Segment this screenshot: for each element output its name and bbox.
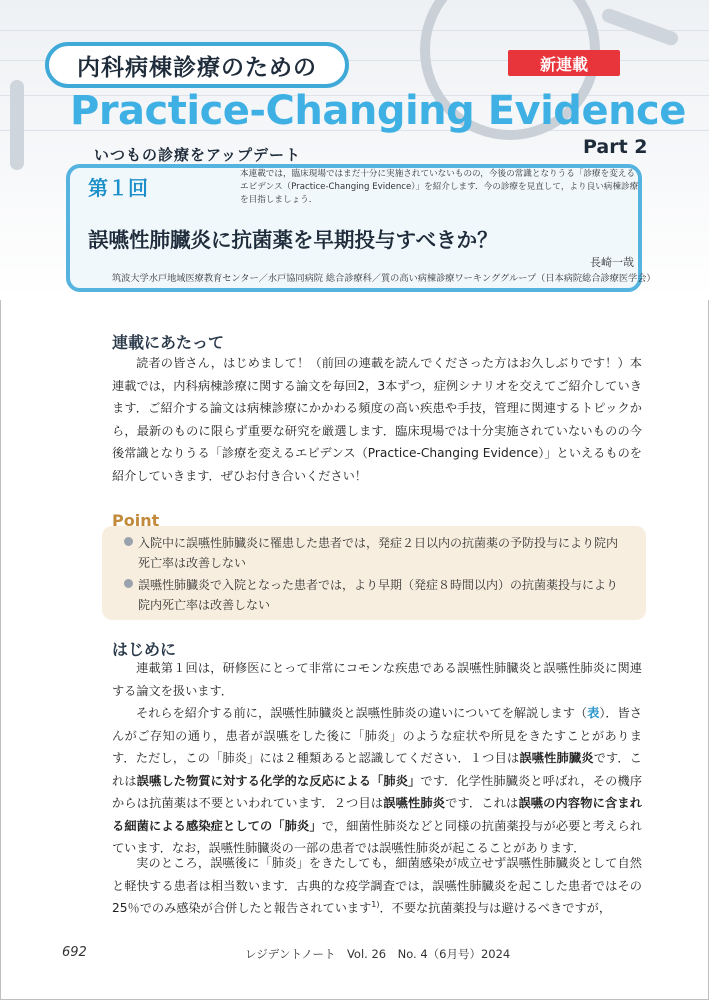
author-affiliation: 筑波大学水戸地域医療教育センター／水戸協同病院 総合診療科／質の高い病棟診療ワーキンググループ（日本病院総合診療医学会） — [112, 273, 656, 284]
body-paragraph-3: 実のところ，誤嚥後に「肺炎」をきたしても，細菌感染が成立せず誤嚥性肺臓炎として自然と軽快する患者は相当数います．古典的な疫学調査では，誤嚥性肺臓炎を起こした患者ではその25％でのみ感染が合併したと報告されています$^{1)}$．不要な抗菌薬投与は避けるべきですが， — [112, 856, 642, 915]
intro-text: 読者の皆さん，はじめまして！（前回の連載を読んでくださった方はお久しぶりです！）本連載では，内科病棟診療に関する論文を毎回2，3本ずつ，症例シナリオを交えてご紹介していきます．ご紹介する論文は病棟診療にかかわる頻度の高い疾患や手技，管理に関連するトピックから，最新のものに限らず重要な研究を厳選します．臨床現場では十分実施されていないものの今後常識となりうる「診療を変えるエビデンス（Practice-Changing Evidence）」といえるものを紹介していきます．ぜひお付き合いください！ — [112, 356, 642, 483]
intro-paragraph — [112, 352, 642, 487]
series-name: 内科病棟診療のための — [45, 42, 349, 88]
new-series-badge: 新連載 — [508, 50, 620, 76]
series-title: Practice-Changing Evidence — [70, 88, 686, 134]
intro-note: 本連載では，臨床現場ではまだ十分に実施されていないものの，今後の常識となりうる「診療を変えるエビデンス（Practice-Changing Evidence）」を紹介します．今の診療を見直して，より良い病棟診療を目指しましょう． — [240, 169, 639, 205]
point-item: 誤嚥性肺臓炎で入院となった患者では，より早期（発症８時間以内）の抗菌薬投与により 院内死亡率は改善しない — [124, 575, 634, 615]
point-title: Point — [112, 511, 160, 530]
episode-title: 誤嚥性肺臓炎に抗菌薬を早期投与すべきか？ — [88, 228, 498, 252]
tagline: いつもの診療をアップデート — [94, 146, 301, 164]
point-item: 入院中に誤嚥性肺臓炎に罹患した患者では，発症２日以内の抗菌薬の予防投与により院内 死亡率は改善しない — [124, 533, 634, 573]
page-number: 692 — [62, 945, 87, 960]
citation-reference[interactable]: 1) — [371, 899, 380, 909]
part-label: Part 2 — [583, 136, 648, 158]
table-reference-link[interactable]: 表 — [587, 706, 600, 720]
author-name: 長崎一哉 — [590, 256, 634, 269]
bullet-icon — [124, 537, 133, 546]
body-paragraph-2: それらを紹介する前に，誤嚥性肺臓炎と誤嚥性肺炎の違いについてを解説します（表）．皆さんがご存知の通り，患者が誤嚥をした後に「肺炎」のような症状や所見をきたすことがあります．ただし，この「肺炎」には２種類あると認識してください．１つ目は誤嚥性肺臓炎です．これは誤嚥した物質に対する化学的な反応による「肺炎」です．化学性肺臓炎と呼ばれ，その機序からは抗菌薬は不要といわれています．２つ目は誤嚥性肺炎です．これは誤嚥の内容物に含まれる細菌による感染症としての「肺炎」で，細菌性肺炎などと同様の抗菌薬投与が必要と考えられています．なお，誤嚥性肺臓炎の一部の患者では誤嚥性肺炎が起こることがあります． — [112, 706, 643, 855]
journal-info: レジデントノート Vol. 26 No. 4（6月号）2024 — [245, 947, 511, 961]
body-paragraph-1: 連載第１回は，研修医にとって非常にコモンな疾患である誤嚥性肺臓炎と誤嚥性肺炎に関連する論文を扱います． — [112, 661, 642, 698]
bullet-icon — [124, 579, 133, 588]
begin-heading: はじめに — [112, 640, 177, 659]
episode-label: 第１回 — [88, 176, 148, 200]
intro-heading: 連載にあたって — [112, 333, 225, 352]
